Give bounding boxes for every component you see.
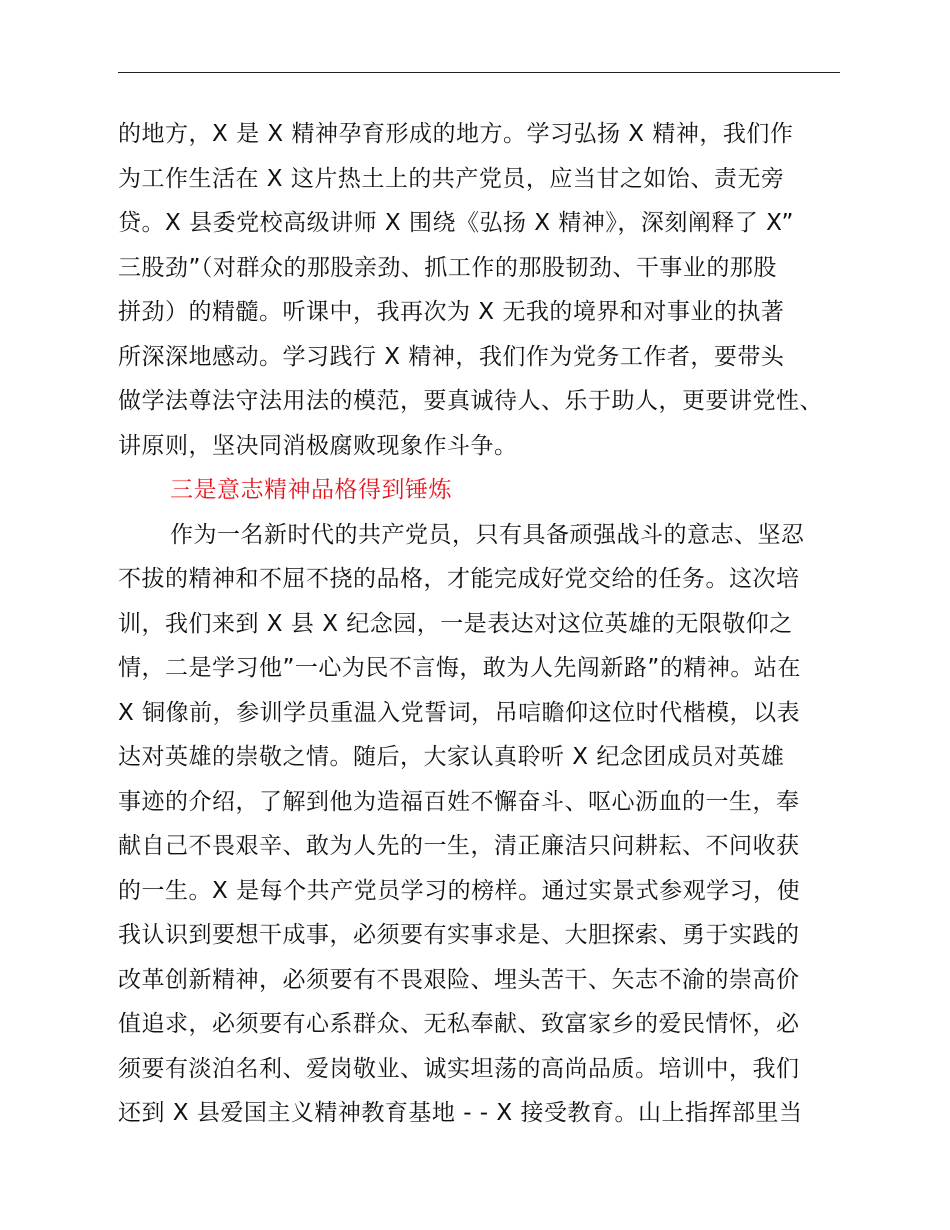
section-heading: 三是意志精神品格得到锤炼 xyxy=(170,477,452,503)
text-line: 的一生。X 是每个共产党员学习的榜样。通过实景式参观学习，使 xyxy=(118,877,801,904)
text-line: 不拔的精神和不屈不挠的品格，才能完成好党交给的任务。这次培 xyxy=(118,566,800,592)
document-body xyxy=(118,112,840,1136)
paragraph-2 xyxy=(118,513,840,1136)
text-line: 三股劲”（对群众的那股亲劲、抓工作的那股韧劲、干事业的那股 xyxy=(118,254,777,281)
header-rule xyxy=(118,72,840,73)
text-line: 作为一名新时代的共产党员，只有具备顽强战斗的意志、坚忍 xyxy=(170,521,805,548)
text-line: 做学法尊法守法用法的模范，要真诚待人、乐于助人，更要讲党性、 xyxy=(118,388,823,414)
text-line: 讲原则，坚决同消极腐败现象作斗争。 xyxy=(118,432,518,459)
text-line: 为工作生活在 X 这片热土上的共产党员，应当甘之如饴、责无旁 xyxy=(118,165,785,192)
text-line: 拼劲）的精髓。听课中，我再次为 X 无我的境界和对事业的执著 xyxy=(118,299,785,325)
text-line: 的地方，X 是 X 精神孕育形成的地方。学习弘扬 X 精神，我们作 xyxy=(118,121,794,147)
text-line: 还到 X 县爱国主义精神教育基地 - - X 接受教育。山上指挥部里当 xyxy=(118,1100,803,1126)
text-line: 我认识到要想干成事，必须要有实事求是、大胆探索、勇于实践的 xyxy=(118,922,800,948)
text-line: 事迹的介绍，了解到他为造福百姓不懈奋斗、呕心沥血的一生，奉 xyxy=(118,788,800,815)
text-line: 训，我们来到 X 县 X 纪念园，一是表达对这位英雄的无限敬仰之 xyxy=(118,610,793,637)
text-line: X 铜像前，参训学员重温入党誓词，吊唁瞻仰这位时代楷模，以表 xyxy=(118,699,801,726)
text-line: 改革创新精神，必须要有不畏艰险、埋头苦干、矢志不渝的崇高价 xyxy=(118,966,800,993)
text-line: 情，二是学习他”一心为民不言悔，敢为人先闯新路”的精神。站在 xyxy=(118,655,801,681)
paragraph-1 xyxy=(118,112,840,468)
text-line: 值追求，必须要有心系群众、无私奉献、致富家乡的爱民情怀，必 xyxy=(118,1011,800,1037)
text-line: 献自己不畏艰辛、敢为人先的一生，清正廉洁只问耕耘、不问收获 xyxy=(118,833,800,859)
text-line: 贷。X 县委党校高级讲师 X 围绕《弘扬 X 精神》，深刻阐释了 X” xyxy=(118,210,794,236)
text-line: 须要有淡泊名利、爱岗敬业、诚实坦荡的高尚品质。培训中，我们 xyxy=(118,1055,800,1082)
text-line: 所深深地感动。学习践行 X 精神，我们作为党务工作者，要带头 xyxy=(118,343,785,370)
text-line: 达对英雄的崇敬之情。随后，大家认真聆听 X 纪念团成员对英雄 xyxy=(118,744,785,770)
